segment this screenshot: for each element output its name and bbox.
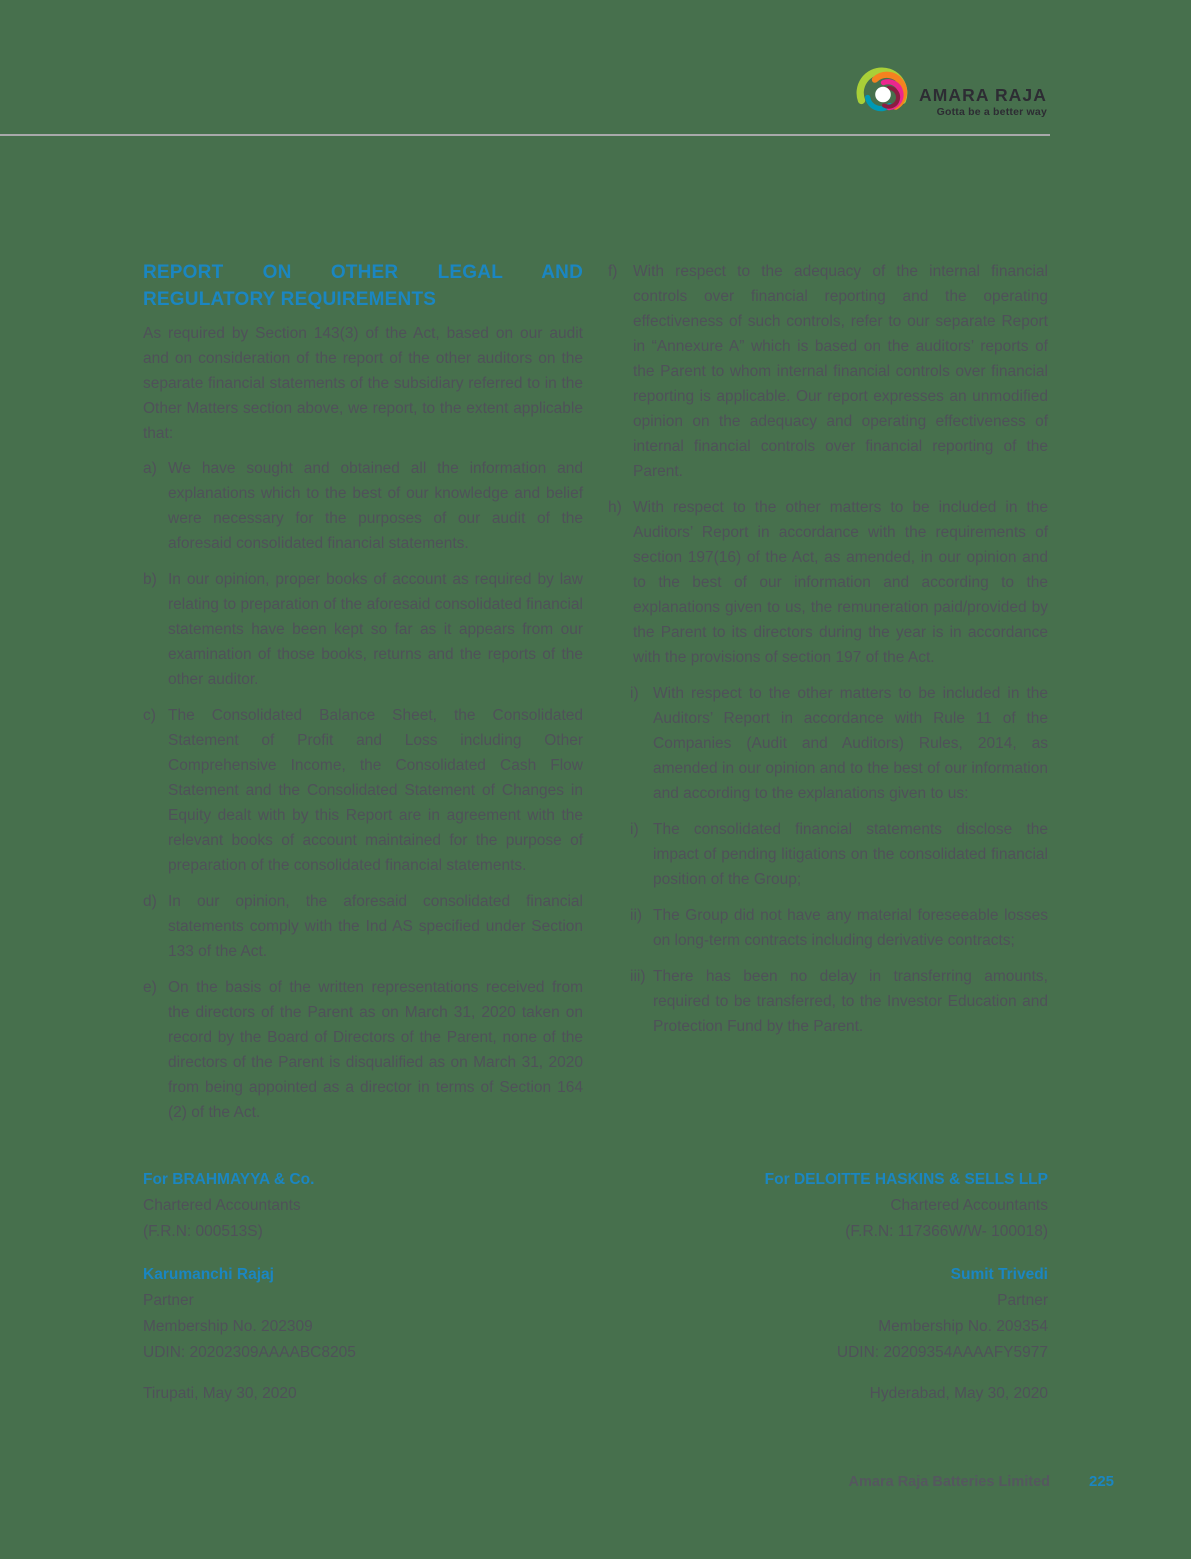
amara-raja-swirl-icon [856,66,910,122]
amara-raja-logo [856,66,1047,122]
membership-number: Membership No. 209354 [878,1318,1048,1335]
list-item-b [143,567,583,692]
signature-block-brahmayya [143,1167,583,1407]
list-item-text: We have sought and obtained all the information and explanations which to the best of our knowledge and belief were necessary for the purposes of our audit of the aforesaid consolidated financial statements. [168,460,583,552]
list-item-label: i) [630,685,639,702]
list-item-label: a) [143,460,157,477]
firm-designation: Chartered Accountants [890,1197,1048,1214]
sub-item-iii [630,964,1048,1039]
list-item-c [143,703,583,878]
list-item-text: On the basis of the written representations received from the directors of the Parent as on March 31, 2020 taken on record by the Board of Directors of the Parent, none of the directors of the Parent is disqualified as on March 31, 2020 from being appointed as a director in terms of Section 164 (2) of the Act. [168,979,583,1121]
list-item-text: With respect to the adequacy of the internal financial controls over financial reporting and the operating effectiveness of such controls, refer to our separate Report in “Annexure A” which is based on the auditors’ reports of the Parent to whom internal financial controls over financial reporting is applicable. Our report expresses an unmodified opinion on the adequacy and operating effectiveness of internal financial controls over financial reporting of the Parent. [633,263,1048,480]
right-column [608,259,1048,1050]
list-item-text: In our opinion, the aforesaid consolidated financial statements comply with the Ind AS specified under Section 133 of the Act. [168,893,583,960]
list-item-label: i) [630,821,639,838]
list-item-label: h) [608,499,622,516]
list-item-f [608,259,1048,484]
list-item-label: c) [143,707,156,724]
firm-designation: Chartered Accountants [143,1197,301,1214]
list-item-text: The Group did not have any material foreseeable losses on long-term contracts including derivative contracts; [653,907,1048,949]
partner-role: Partner [997,1292,1048,1309]
list-item-e [143,975,583,1125]
list-item-label: f) [608,263,618,280]
firm-name: For BRAHMAYYA & Co. [143,1171,315,1188]
partner-name: Karumanchi Rajaj [143,1266,274,1283]
list-item-a [143,456,583,556]
left-column [143,259,583,1136]
list-item-label: ii) [630,907,643,924]
list-item-text: With respect to the other matters to be included in the Auditors’ Report in accordance with the requirements of section 197(16) of the Act, as amended, in our opinion and to the best of our information and according to the explanations given to us, the remuneration paid/provided by the Parent to its directors during the year is in accordance with the provisions of section 197 of the Act. [633,499,1048,666]
list-item-label: d) [143,893,157,910]
list-item-label: iii) [630,968,646,985]
brand-tagline: Gotta be a better way [936,106,1047,118]
list-item-label: e) [143,979,157,996]
sub-item-i-intro [630,681,1048,806]
place-and-date: Hyderabad, May 30, 2020 [869,1385,1048,1402]
udin-number: UDIN: 20209354AAAAFY5977 [836,1344,1048,1361]
partner-name: Sumit Trivedi [950,1266,1048,1283]
list-item-text: The Consolidated Balance Sheet, the Consolidated Statement of Profit and Loss including Other Comprehensive Income, the Consolidated Cash Flow Statement and the Consolidated Statement of Changes in Equity dealt with by this Report are in agreement with the relevant books of account maintained for the purpose of preparation of the consolidated financial statements. [168,707,583,874]
firm-name: For DELOITTE HASKINS & SELLS LLP [764,1171,1048,1188]
brand-name: AMARA RAJA [919,85,1047,105]
list-item-label: b) [143,571,157,588]
list-item-text: In our opinion, proper books of account as required by law relating to preparation of the aforesaid consolidated financial statements have been kept so far as it appears from our examination of those books, returns and the reports of the other auditor. [168,571,583,688]
sub-item-ii [630,903,1048,953]
list-item-text: With respect to the other matters to be included in the Auditors’ Report in accordance with Rule 11 of the Companies (Audit and Auditors) Rules, 2014, as amended in our opinion and to the best of our information and according to the explanations given to us: [653,685,1048,802]
list-item-text: There has been no delay in transferring amounts, required to be transferred, to the Investor Education and Protection Fund by the Parent. [653,968,1048,1035]
partner-role: Partner [143,1292,194,1309]
footer-company-name: Amara Raja Batteries Limited [848,1474,1050,1490]
footer-page-number: 225 [1089,1473,1115,1490]
firm-registration-number: (F.R.N: 000513S) [143,1223,263,1240]
header-divider [0,134,1050,136]
signature-block-deloitte [608,1167,1048,1407]
list-item-d [143,889,583,964]
firm-registration-number: (F.R.N: 117366W/W- 100018) [845,1223,1048,1240]
logo-text [919,66,1047,118]
udin-number: UDIN: 20202309AAAABC8205 [143,1344,356,1361]
sub-list [630,681,1048,1039]
sub-item-i [630,817,1048,892]
intro-paragraph: As required by Section 143(3) of the Act, based on our audit and on consideration of the report of the other auditors on the separate financial statements of the subsidiary referred to in the Other Matters section above, we report, to the extent applicable that: [143,325,583,442]
membership-number: Membership No. 202309 [143,1318,313,1335]
list-item-h [608,495,1048,670]
section-heading: REPORT ON OTHER LEGAL AND REGULATORY REQUIREMENTS [143,262,583,310]
place-and-date: Tirupati, May 30, 2020 [143,1385,297,1402]
list-item-text: The consolidated financial statements disclose the impact of pending litigations on the consolidated financial position of the Group; [653,821,1048,888]
